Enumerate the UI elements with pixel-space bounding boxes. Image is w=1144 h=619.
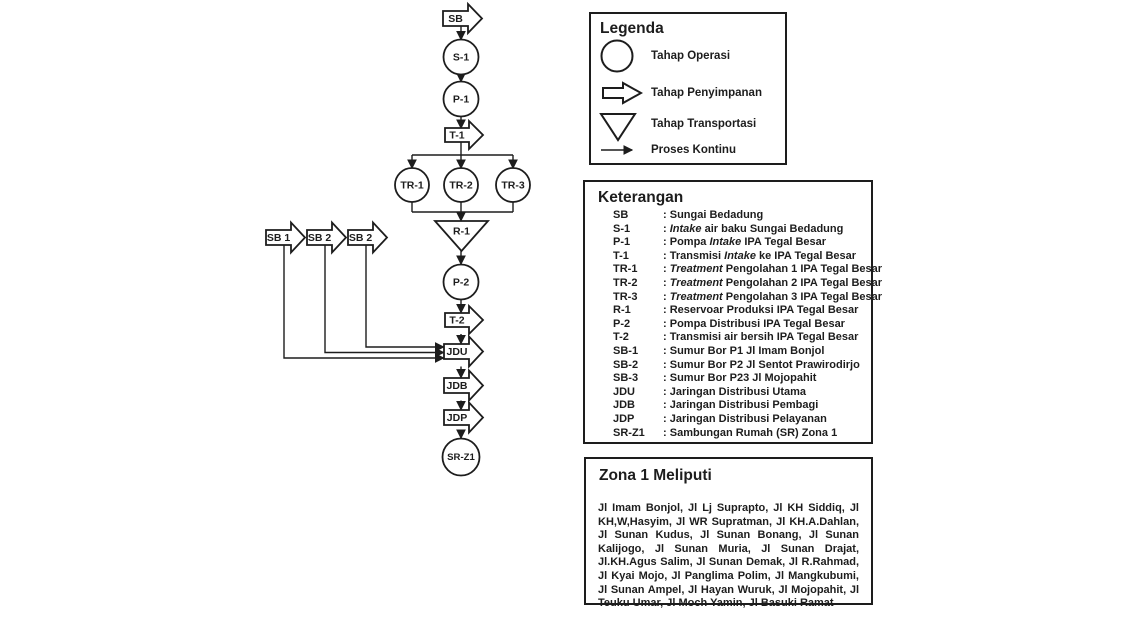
keterangan-entry [585,413,871,427]
keterangan-abbr: SR-Z1 [613,426,645,439]
node-label: JDU [446,346,468,358]
keterangan-entry [585,263,883,277]
keterangan-abbr: SB [613,209,629,221]
keterangan-desc: : Treatment Pengolahan 1 IPA Tegal Besar [663,263,883,276]
edge-sb3-jdu [366,245,444,347]
keterangan-desc: : Pompa Intake IPA Tegal Besar [663,236,827,249]
keterangan-desc: : Treatment Pengolahan 3 IPA Tegal Besar [663,290,883,303]
node-p2 [444,265,479,300]
keterangan-abbr: JDU [613,385,636,398]
keterangan-entry [585,399,871,413]
keterangan-desc: : Jaringan Distribusi Utama [663,385,807,398]
keterangan-entry [585,209,871,223]
zona-title: Zona 1 Meliputi [599,467,712,484]
keterangan-abbr: TR-3 [613,290,638,303]
keterangan-abbr: P-2 [613,317,631,330]
keterangan-abbr: T-1 [613,249,629,262]
keterangan-desc: : Sumur Bor P2 Jl Sentot Prawirodirjo [663,358,860,371]
node-label: R-1 [453,225,470,238]
keterangan-entry [585,304,871,318]
keterangan-desc: : Transmisi Intake ke IPA Tegal Besar [663,249,857,262]
node-label: SB 2 [348,232,373,244]
node-sb3 [348,223,387,253]
node-tr2 [444,168,478,202]
node-t1 [445,121,483,149]
keterangan-abbr: T-2 [613,331,629,344]
keterangan-entry [585,276,883,291]
keterangan-abbr: SB-1 [613,344,639,357]
legend-item-label: Proses Kontinu [651,144,736,156]
keterangan-desc: : Transmisi air bersih IPA Tegal Besar [663,331,859,344]
flowchart-diagram [0,0,570,500]
keterangan-desc: : Pompa Distribusi IPA Tegal Besar [663,317,845,330]
node-tr1 [395,168,429,202]
keterangan-desc: : Sungai Bedadung [663,209,764,221]
node-jdu [444,337,483,367]
keterangan-desc: : Intake air baku Sungai Bedadung [663,222,844,235]
node-p1 [444,82,479,117]
node-label: TR-1 [400,179,424,192]
node-t2 [445,306,483,334]
node-sb2 [307,223,346,253]
node-label: SB 1 [266,232,291,244]
legend-title: Legenda [600,20,664,37]
node-sb [443,4,482,33]
keterangan-entry [585,250,871,264]
zona-box [584,457,873,610]
keterangan-desc: : Sambungan Rumah (SR) Zona 1 [663,426,838,439]
keterangan-entry [585,372,871,386]
keterangan-abbr: P-1 [613,236,631,249]
keterangan-desc: : Jaringan Distribusi Pembagi [663,399,819,412]
keterangan-abbr: SB-2 [613,358,639,371]
node-label: TR-2 [449,179,473,192]
node-label: P-2 [452,276,470,289]
keterangan-abbr: S-1 [613,222,631,235]
keterangan-abbr: TR-1 [613,263,638,276]
node-r1 [435,221,488,251]
keterangan-desc: : Sumur Bor P23 Jl Mojopahit [663,372,817,385]
node-srz1 [443,439,480,476]
legend-box [589,12,787,165]
node-label: JDB [446,380,468,392]
keterangan-entry [585,318,871,332]
node-label: SB 2 [307,232,332,244]
keterangan-entry [585,359,871,373]
keterangan-entry [585,223,871,237]
node-label: P-1 [452,93,470,106]
node-label: JDP [446,412,468,424]
node-jdp [444,403,483,433]
edge-sb2-jdu [325,245,444,353]
keterangan-entry [585,345,871,359]
legend-item-label: Tahap Penyimpanan [651,87,762,99]
keterangan-desc: : Reservoar Produksi IPA Tegal Besar [663,304,859,317]
keterangan-box [583,180,883,444]
keterangan-list [585,209,883,440]
node-label: S-1 [452,51,470,64]
block-arrow-icon [601,81,643,105]
keterangan-abbr: R-1 [613,304,631,317]
node-label: SB [448,13,463,25]
keterangan-abbr: SB-3 [613,372,639,385]
node-s1 [444,40,479,75]
keterangan-abbr: JDP [613,412,635,425]
keterangan-entry [585,290,883,305]
node-label: T-2 [449,314,465,327]
keterangan-entry [585,386,871,400]
keterangan-desc: : Jaringan Distribusi Pelayanan [663,412,827,425]
keterangan-desc: : Treatment Pengolahan 2 IPA Tegal Besar [663,276,883,289]
keterangan-desc: : Sumur Bor P1 Jl Imam Bonjol [663,344,825,357]
node-label: TR-3 [501,179,525,192]
zona-street-list: Jl Imam Bonjol, Jl Lj Suprapto, Jl KH Siddiq, Jl KH,W,Hasyim, Jl WR Supratman, Jl KH.A.Dahlan, Jl Sunan Kudus, Jl Sunan Bonang, Jl Sunan Kalijogo, Jl Sunan Muria, Jl Sunan Drajat, Jl.KH.Agus Salim, Jl Sunan Demak, Jl R.Rahmad, Jl Kyai Mojo, Jl Panglima Polim, Jl Mangkubumi, Jl Sunan Ampel, Jl Hayan Wuruk, Jl Mojopahit, Jl Teuku Umar, Jl Moch Yamin, Jl Basuki Ramat [598,502,859,610]
node-label: T-1 [449,129,465,142]
keterangan-title: Keterangan [598,189,684,206]
node-jdb [444,371,483,401]
triangle-icon [599,112,637,142]
keterangan-abbr: TR-2 [613,276,638,289]
node-tr3 [496,168,530,202]
keterangan-entry [585,236,871,250]
edge-sb1-jdu [284,245,444,358]
keterangan-entry [585,427,871,441]
circle-icon [599,38,635,74]
keterangan-abbr: JDB [613,399,636,412]
keterangan-entry [585,331,871,345]
legend-item-label: Tahap Transportasi [651,118,757,130]
legend-item-label: Tahap Operasi [651,50,731,62]
node-sb1 [266,223,305,253]
arrow-line-icon [600,145,638,155]
node-label: SR-Z1 [447,452,475,463]
